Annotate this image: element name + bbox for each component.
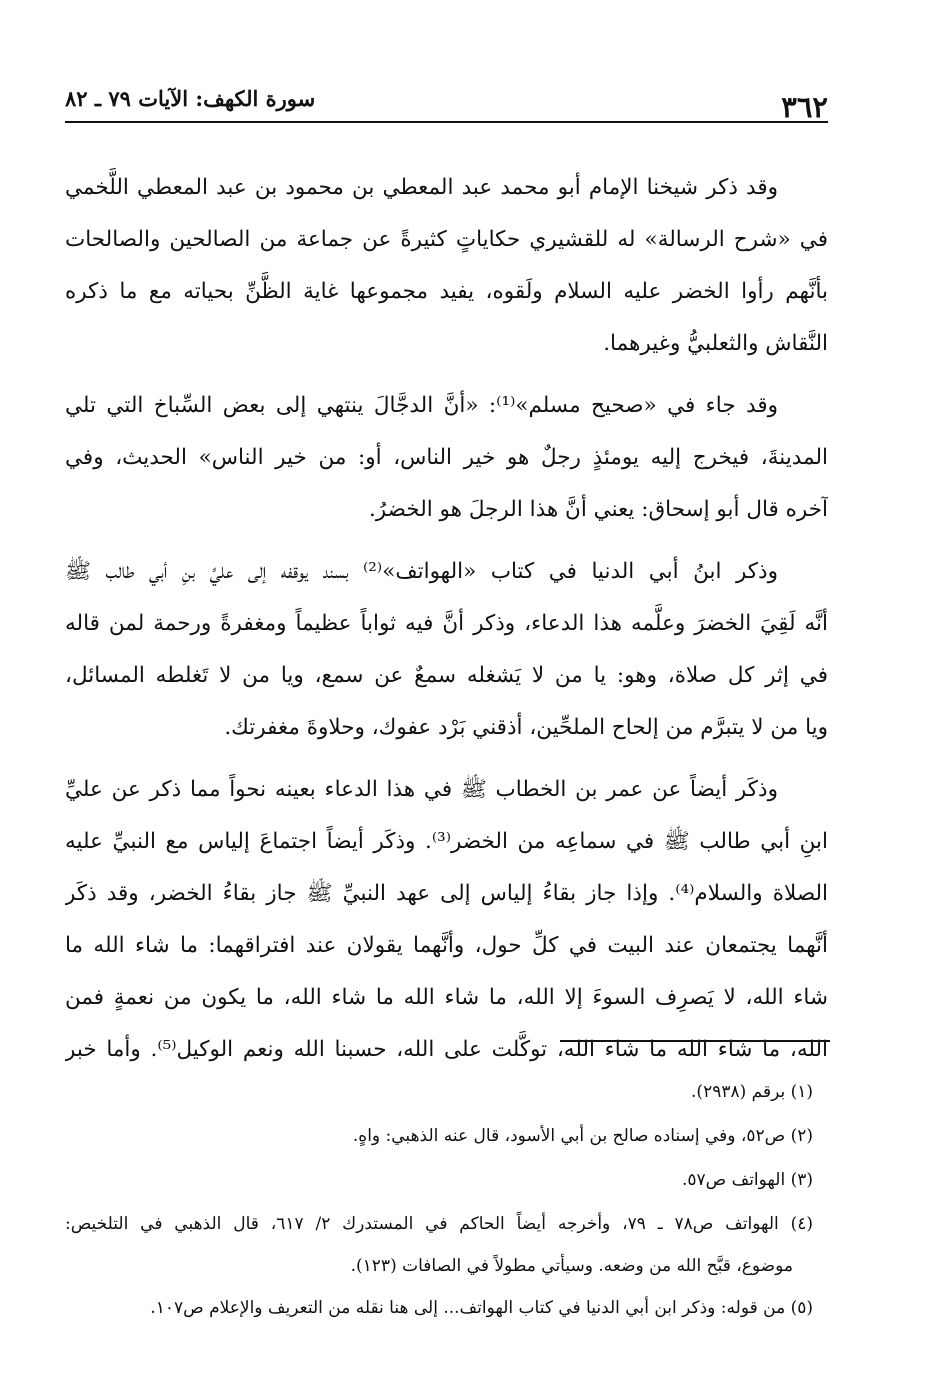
footnote-1: (١) برقم (٢٩٣٨). xyxy=(691,1082,813,1102)
text-line: المدينةَ، فيخرج إليه يومئذٍ رجلٌ هو خير الناس، أو: من خير الناس» الحديث، وفي xyxy=(65,445,828,470)
footnote-4: (٤) الهواتف ص٧٨ ـ ٧٩، وأخرجه أيضاً الحاكم في المستدرك ٢/ ٦١٧، قال الذهبي في التلخيص: xyxy=(65,1214,813,1234)
text-line: وقد ذكر شيخنا الإمام أبو محمد عبد المعطي بن محمود بن عبد المعطي اللَّخمي xyxy=(65,175,778,200)
page-header xyxy=(65,82,828,122)
text-line: وقد جاء في «صحيح مسلم»⁽¹⁾: «أنَّ الدجَّالَ ينتهي إلى بعض السِّباخ التي تلي xyxy=(65,393,778,418)
text-line: وذكر ابنُ أبي الدنيا في كتاب «الهواتف»⁽²⁾ بسند يوقفه إلى عليِّ بنِ أبي طالب ﷺ xyxy=(65,559,779,584)
text-line: ابنِ أبي طالب ﷺ في سماعِه من الخضر⁽³⁾. وذكَر أيضاً اجتماعَ إلياس مع النبيِّ عليه xyxy=(65,829,828,854)
text-line: أنَّه لَقِيَ الخضرَ وعلَّمه هذا الدعاء، وذكر أنَّ فيه ثواباً عظيماً ومغفرةً ورحمة لمن قاله xyxy=(65,611,828,636)
text-line: النَّقاش والثعلبيُّ وغيرهما. xyxy=(603,331,828,356)
text-line: الصلاة والسلام⁽⁴⁾. وإذا جاز بقاءُ إلياس إلى عهد النبيِّ ﷺ جاز بقاءُ الخضر، وقد ذكَر xyxy=(65,881,828,906)
page-number: ٣٦٢ xyxy=(781,90,828,124)
text-line: شاء الله، لا يَصرِف السوءَ إلا الله، ما شاء الله ما شاء الله، ما يكون من نعمةٍ فمن xyxy=(65,985,828,1010)
text-line: أنَّهما يجتمعان عند البيت في كلِّ حول، وأنَّهما يقولان عند افتراقهما: ما شاء الله ما xyxy=(65,933,828,958)
text-line: في إثر كل صلاة، وهو: يا من لا يَشغله سمعٌ عن سمع، ويا من لا تَغلطه المسائل، xyxy=(65,663,828,688)
text-line: في «شرح الرسالة» له للقشيري حكاياتٍ كثيرةً عن جماعة من الصالحين والصالحات xyxy=(65,227,828,252)
header-rule xyxy=(65,121,828,123)
text-line: بأنَّهم رأوا الخضر عليه السلام ولَقوه، يفيد مجموعها غاية الظَّنِّ بحياته مع ما ذكره xyxy=(65,279,828,304)
text-line: الله، ما شاء الله ما شاء الله، توكَّلت على الله، حسبنا الله ونعم الوكيل⁽⁵⁾. وأما خبر xyxy=(65,1037,828,1062)
footnote-2: (٢) ص٥٢، وفي إسناده صالح بن أبي الأسود، قال عنه الذهبي: واهٍ. xyxy=(352,1126,813,1146)
text-line: آخره قال أبو إسحاق: يعني أنَّ هذا الرجلَ هو الخضرُ. xyxy=(368,497,828,522)
text-line: ويا من لا يتبرَّم من إلحاح الملحِّين، أذقني بَرْد عفوك، وحلاوةَ مغفرتك. xyxy=(224,715,828,740)
body-text xyxy=(65,162,828,1076)
footnote-3: (٣) الهواتف ص٥٧. xyxy=(681,1170,813,1190)
footnote-rule xyxy=(560,1040,830,1042)
footnotes xyxy=(65,1070,828,1330)
footnote-5: (٥) من قوله: وذكر ابن أبي الدنيا في كتاب الهواتف... إلى هنا نقله من التعريف والإعلام ص١٠٧. xyxy=(150,1298,813,1318)
footnote-4-continuation: موضوع، قبَّح الله من وضعه. وسيأتي مطولاً في الصافات (١٢٣). xyxy=(350,1256,793,1276)
running-title: سورة الكهف: الآيات ٧٩ ـ ٨٢ xyxy=(65,86,316,111)
text-line: وذكَر أيضاً عن عمر بن الخطاب ﷺ في هذا الدعاء بعينه نحواً مما ذكر عن عليِّ xyxy=(65,777,778,802)
